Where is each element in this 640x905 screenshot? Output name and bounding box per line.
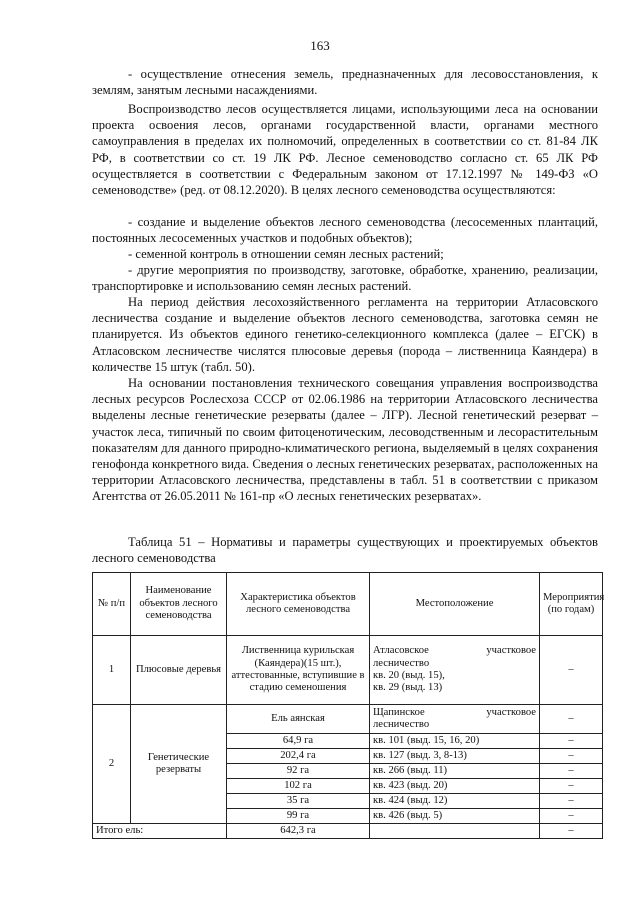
table-header-row (93, 573, 603, 636)
sub-location: кв. 423 (выд. 20) (370, 779, 540, 794)
header-measures: Мероприятия (по годам) (540, 573, 603, 636)
header-num: № п/п (93, 573, 131, 636)
paragraph-7: На основании постановления технического совещания управления воспроизводства лесных ресурсов Рослесхоза СССР от 02.06.1986 на территории Атласовского лесничества выделены лесные генетические резерваты (далее – ЛГР). Лесной генетический резерват – участок леса, типичный по своим фитоценотическим, лесоводственным и лесорастительным показателям для данного природно-климатического региона, выделяемый в целях сохранения генофонда конкретного вида. Сведения о лесных генетических резерватах, расположенных на территории Атласовского лесничества, представлены в табл. 51 в соответствии с приказом Агентства от 26.05.2011 № 161-пр «О лесных генетических резерватах». (92, 376, 598, 504)
total-measures: – (540, 824, 603, 839)
header-characteristics: Характеристика объектов лесного семеноводства (227, 573, 370, 636)
row2-loc-b: участковое (486, 706, 536, 718)
sub-area: 99 га (227, 809, 370, 824)
sub-measures: – (540, 764, 603, 779)
row1-location (370, 636, 540, 705)
paragraph-5: - другие мероприятия по производству, заготовке, обработке, хранению, реализации, транспортировке и использованию семян лесных растений. (92, 263, 598, 294)
paragraph-6: На период действия лесохозяйственного регламента на территории Атласовского лесничества создание и выделение объектов лесного семеноводства, заготовка семян не планируется. Из объектов единого генетико-селекционного комплекса (далее – ЕГСК) в Атласовском лесничестве числятся плюсовые деревья (порода – лиственница Каяндера) в количестве 15 штук (табл. 50). (92, 295, 598, 374)
sub-area: 102 га (227, 779, 370, 794)
total-value: 642,3 га (227, 824, 370, 839)
row2-num: 2 (93, 705, 131, 824)
sub-location: кв. 266 (выд. 11) (370, 764, 540, 779)
table-total-row (93, 824, 603, 839)
sub-measures: – (540, 779, 603, 794)
sub-area: 92 га (227, 764, 370, 779)
row1-loc-d: кв. 20 (выд. 15), (373, 670, 445, 681)
row1-characteristics: Лиственница курильская (Каяндера)(15 шт.), аттестованные, вступившие в стадию семеношения (227, 636, 370, 705)
sub-location: кв. 127 (выд. 3, 8-13) (370, 749, 540, 764)
table-row (93, 636, 603, 705)
total-label: Итого ель: (93, 824, 227, 839)
row2-loc-a: Щапинское (373, 706, 425, 718)
row1-measures: – (540, 636, 603, 705)
sub-measures: – (540, 734, 603, 749)
sub-area: 64,9 га (227, 734, 370, 749)
row1-name: Плюсовые деревья (131, 636, 227, 705)
header-location: Местоположение (370, 573, 540, 636)
row1-loc-e: кв. 29 (выд. 13) (373, 682, 443, 694)
row1-loc-b: участковое (486, 645, 536, 657)
row2-measures: – (540, 705, 603, 734)
row1-loc-a: Атласовское (373, 645, 429, 657)
row2-name: Генетические резерваты (131, 705, 227, 824)
paragraph-2: Воспроизводство лесов осуществляется лицами, использующими леса на основании проекта освоения лесов, органами государственной власти, органами местного самоуправления в пределах их полномочий, определенных в соответствии со ст. 81-84 ЛК РФ, в соответствии со ст. 19 ЛК РФ. Лесное семеноводство согласно ст. 65 ЛК РФ осуществляется в соответствии с Федеральным законом от 17.12.1997 № 149-ФЗ «О семеноводстве» (ред. от 08.12.2020). В целях лесного семеноводства осуществляются: (92, 102, 598, 198)
seed-objects-table (92, 572, 603, 839)
sub-measures: – (540, 809, 603, 824)
header-name: Наименование объектов лесного семеноводства (131, 573, 227, 636)
paragraph-4: - семенной контроль в отношении семян лесных растений; (128, 247, 444, 261)
sub-area: 202,4 га (227, 749, 370, 764)
row1-num: 1 (93, 636, 131, 705)
sub-location: кв. 101 (выд. 15, 16, 20) (370, 734, 540, 749)
row1-loc-c: лесничество (373, 657, 430, 669)
sub-area: 35 га (227, 794, 370, 809)
table-caption: Таблица 51 – Нормативы и параметры существующих и проектируемых объектов лесного семеноводства (92, 535, 598, 565)
paragraph-1: - осуществление отнесения земель, предназначенных для лесовосстановления, к землям, занятым лесными насаждениями. (92, 67, 598, 98)
row2-loc-c: лесничество (373, 719, 430, 730)
table-row (93, 705, 603, 734)
sub-measures: – (540, 749, 603, 764)
page-number: 163 (310, 38, 330, 53)
total-location-empty (370, 824, 540, 839)
sub-location: кв. 424 (выд. 12) (370, 794, 540, 809)
row2-characteristics: Ель аянская (227, 705, 370, 734)
row2-location (370, 705, 540, 734)
sub-location: кв. 426 (выд. 5) (370, 809, 540, 824)
paragraph-3: - создание и выделение объектов лесного семеноводства (лесосеменных плантаций, постоянных лесосеменных участков и подобных объектов); (92, 215, 598, 246)
sub-measures: – (540, 794, 603, 809)
